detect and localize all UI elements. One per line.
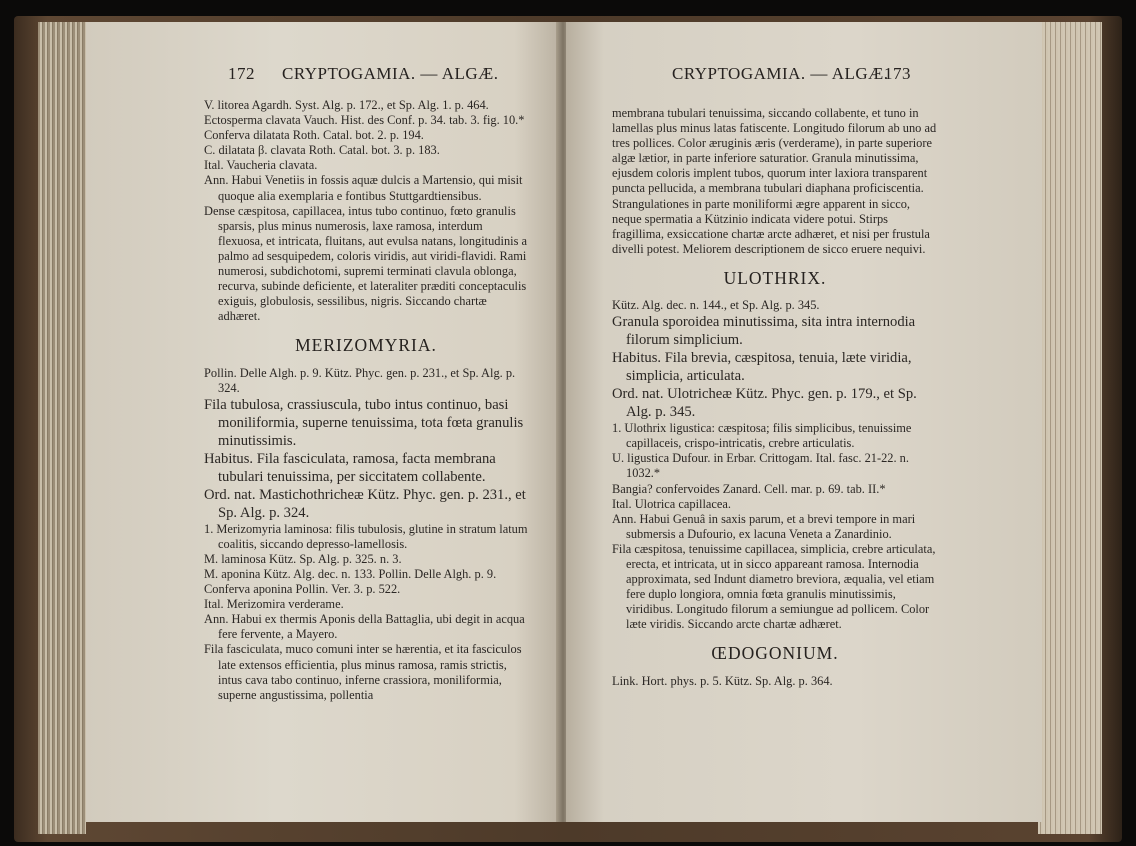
synonym-line: C. dilatata β. clavata Roth. Catal. bot. 3. p. 183.: [204, 143, 440, 158]
synonym-line: M. laminosa Kütz. Sp. Alg. p. 325. n. 3.: [204, 551, 402, 566]
synonym-line: Conferva dilatata Roth. Catal. bot. 2. p. 194.: [204, 128, 424, 143]
genus-reference: Link. Hort. phys. p. 5. Kütz. Sp. Alg. p. 364.: [612, 673, 833, 688]
species-entry: 1. Merizomyria laminosa: filis tubulosis, glutine in stratum latum coalitis, siccando depresso-lamellosis.: [204, 521, 528, 551]
description: Fila cæspitosa, tenuissime capillacea, simplicia, crebre articulata, erecta, et intricata, ut in sicco appareant ramosa. Internodia approximata, sed Indunt diametro breviora, æqualia, vel etiam fere duplo longiora, omnia fœta granulis minutissimis, viridibus. Longitudo filorum a semiungue ad pollicem. Color læte viridis. Siccando arcte chartæ adhæret.: [612, 541, 936, 632]
page-edges-left: [38, 22, 86, 834]
genus-heading-merizomyria: MERIZOMYRIA.: [295, 335, 437, 356]
italian-name: Ital. Ulotrica capillacea.: [612, 496, 732, 511]
genus-heading-oedogonium: ŒDOGONIUM.: [711, 643, 839, 664]
right-page-number: 173: [884, 64, 911, 83]
description-continued: membrana tubulari tenuissima, siccando collabente, et tuno in lamellas plus minus latas fatiscente. Longitudo filorum ab uno ad tres pollices. Color æruginis æris (verderame), in parte superiore algæ lætior, in parte inferiore saturatior. Granula minutissima, ejusdem coloris implent tubos, quorum inter laxiora transparent puncta pellucida, a membrana tubulari diaphana proficiscentia. Strangulationes in parte moniliformi ægre apparent in sicco, neque spermatia a Kützinio indicata videre potui. Stirps fragillima, exsiccatione chartæ arcte adhæret, et nisi per frustula divelli potest. Meliorem descriptionem de sicco eruere nequivi.: [612, 106, 937, 256]
left-running-title: CRYPTOGAMIA. — ALGÆ.: [282, 64, 499, 83]
genus-reference: Kütz. Alg. dec. n. 144., et Sp. Alg. p. 345.: [612, 298, 820, 313]
synonym-line: U. ligustica Dufour. in Erbar. Crittogam. Ital. fasc. 21-22. n. 1032.*: [612, 451, 909, 481]
description: Fila fasciculata, muco comuni inter se hærentia, et ita fasciculos late extensos efficientia, plus minus ramosa, ramis strictis, intus cava tabo continuo, inferne crassiora, moniliformia, superne angustissima, pollentia: [204, 642, 522, 702]
synonym-line: M. aponina Kütz. Alg. dec. n. 133. Pollin. Delle Algh. p. 9.: [204, 566, 497, 581]
habitus: Habitus. Fila brevia, cæspitosa, tenuia, læte viridia, simplicia, articulata.: [612, 350, 912, 385]
right-page-body: [612, 106, 938, 689]
left-page-number: 172: [228, 64, 255, 83]
description: Dense cæspitosa, capillacea, intus tubo continuo, fœto granulis sparsis, plus minus numerosis, laxe ramosa, interdum flexuosa, et intricata, fluitans, aut evulsa natans, longitudinis a palmo ad sesquipedem, coloris viridis, aut viridi-flavidi. Rami numerosi, subdichotomi, supremi terminati clavula oblonga, recurva, subinde deficiente, et lateraliter præditi conceptaculis exiguis, globulosis, sessilibus, nigris. Siccando chartæ adhæret.: [204, 203, 527, 324]
synonym-line: Conferva aponina Pollin. Ver. 3. p. 522.: [204, 582, 401, 597]
synonym-line: V. litorea Agardh. Syst. Alg. p. 172., et Sp. Alg. 1. p. 464.: [204, 98, 489, 112]
synonym-line: Ectosperma clavata Vauch. Hist. des Conf. p. 34. tab. 3. fig. 10.*: [204, 113, 525, 128]
left-page-body: [204, 98, 528, 703]
italian-name: Ital. Vaucheria clavata.: [204, 158, 318, 173]
genus-reference: Pollin. Delle Algh. p. 9. Kütz. Phyc. gen. p. 231., et Sp. Alg. p. 324.: [204, 365, 516, 395]
genus-diagnosis: Fila tubulosa, crassiuscula, tubo intus continuo, basi moniliformia, superne tenuissima, tota fœta granulis minutissimis.: [204, 396, 524, 449]
synonym-line: Bangia? confervoides Zanard. Cell. mar. p. 69. tab. II.*: [612, 481, 886, 496]
page-edges-right: [1038, 22, 1102, 834]
italian-name: Ital. Merizomira verderame.: [204, 597, 344, 612]
annotation: Ann. Habui Venetiis in fossis aquæ dulcis a Martensio, qui misit quoque alia exemplaria e fontibus Stuttgardtiensibus.: [204, 173, 523, 203]
ordo-naturalis: Ord. nat. Mastichothricheæ Kütz. Phyc. gen. p. 231., et Sp. Alg. p. 324.: [204, 486, 526, 521]
right-running-title: CRYPTOGAMIA. — ALGÆ.: [672, 64, 889, 83]
species-entry: 1. Ulothrix ligustica: cæspitosa; filis simplicibus, tenuissime capillaceis, crispo-intricatis, crebre articulatis.: [612, 421, 912, 451]
annotation: Ann. Habui Genuâ in saxis parum, et a brevi tempore in mari submersis a Dufourio, ex lacuna Veneta a Zanardinio.: [612, 511, 916, 541]
genus-diagnosis: Granula sporoidea minutissima, sita intra internodia filorum simplicium.: [612, 314, 916, 349]
ordo-naturalis: Ord. nat. Ulotricheæ Kütz. Phyc. gen. p. 179., et Sp. Alg. p. 345.: [612, 386, 917, 421]
habitus: Habitus. Fila fasciculata, ramosa, facta membrana tubulari tenuissima, per siccitatem collabente.: [204, 450, 496, 485]
genus-heading-ulothrix: ULOTHRIX.: [723, 267, 827, 288]
annotation: Ann. Habui ex thermis Aponis della Battaglia, ubi degit in acqua fere fervente, a Mayero.: [204, 612, 525, 642]
